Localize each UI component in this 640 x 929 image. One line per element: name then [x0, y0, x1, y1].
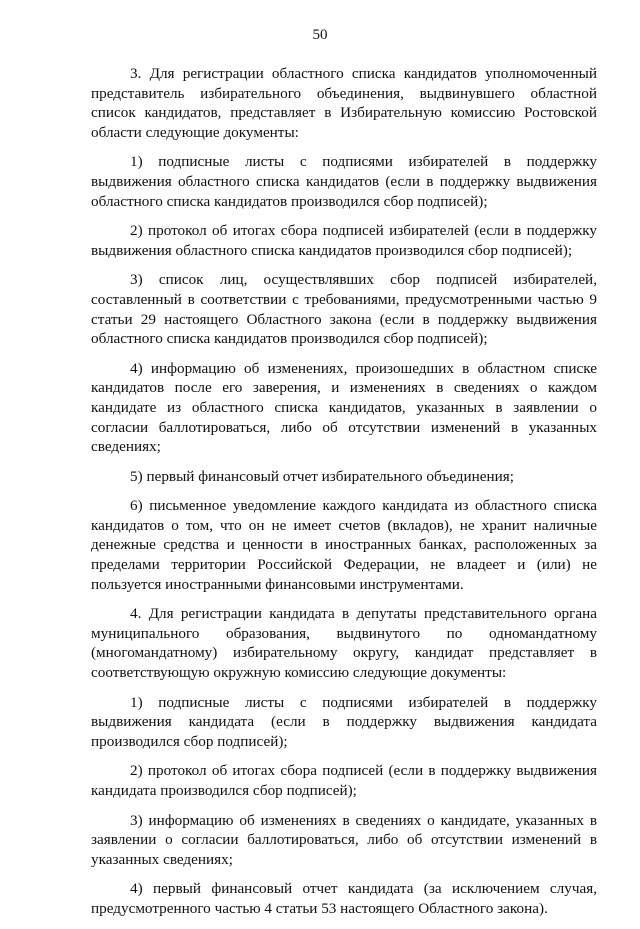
paragraph-section-3-item-2: 2) протокол об итогах сбора подписей избирателей (если в поддержку выдвижения областного списка кандидатов производился сбор подписей); — [91, 222, 597, 259]
document-body — [91, 64, 597, 929]
paragraph-section-3-item-3: 3) список лиц, осуществлявших сбор подписей избирателей, составленный в соответствии с требованиями, предусмотренными частью 9 статьи 29 настоящего Областного закона (если в поддержку выдвижения областного списка кандидатов производился сбор подписей); — [91, 271, 597, 348]
page-number: 50 — [312, 27, 328, 43]
paragraph-section-3-item-5: 5) первый финансовый отчет избирательного объединения; — [130, 467, 514, 485]
paragraph-section-4-item-2: 2) протокол об итогах сбора подписей (если в поддержку выдвижения кандидата производился сбор подписей); — [91, 762, 597, 799]
paragraph-section-4-intro: 4. Для регистрации кандидата в депутаты представительного органа муниципального образования, выдвинутого по одномандатному (многомандатному) избирательному округу, кандидат представляет в соответствующую окружную комиссию следующие документы: — [91, 605, 597, 682]
paragraph-section-4-item-3: 3) информацию об изменениях в сведениях о кандидате, указанных в заявлении о согласии баллотироваться, либо об отсутствии изменений в указанных сведениях; — [91, 811, 597, 868]
paragraph-section-3-intro: 3. Для регистрации областного списка кандидатов уполномоченный представитель избирательного объединения, выдвинувшего областной список кандидатов, представляет в Избирательную комиссию Ростовской области следующие документы: — [91, 65, 597, 141]
paragraph-section-3-item-1: 1) подписные листы с подписями избирателей в поддержку выдвижения областного списка кандидатов (если в поддержку выдвижения областного списка кандидатов производился сбор подписей); — [91, 153, 597, 210]
paragraph-section-4-item-1: 1) подписные листы с подписями избирателей в поддержку выдвижения кандидата (если в поддержку выдвижения кандидата производился сбор подписей); — [91, 693, 597, 750]
paragraph-section-4-item-4: 4) первый финансовый отчет кандидата (за исключением случая, предусмотренного частью 4 статьи 53 настоящего Областного закона). — [91, 880, 597, 917]
paragraph-section-3-item-6: 6) письменное уведомление каждого кандидата из областного списка кандидатов о том, что он не имеет счетов (вкладов), не хранит наличные денежные средства и ценности в иностранных банках, расположенных за пределами территории Российской Федерации, не владеет и (или) не пользуется иностранными финансовыми инструментами. — [91, 497, 597, 593]
paragraph-section-3-item-4: 4) информацию об изменениях, произошедших в областном списке кандидатов после его заверения, и изменениях в сведениях о каждом кандидате из областного списка кандидатов, указанных в заявлении о согласии баллотироваться, либо об отсутствии изменений в указанных сведениях; — [91, 359, 597, 456]
